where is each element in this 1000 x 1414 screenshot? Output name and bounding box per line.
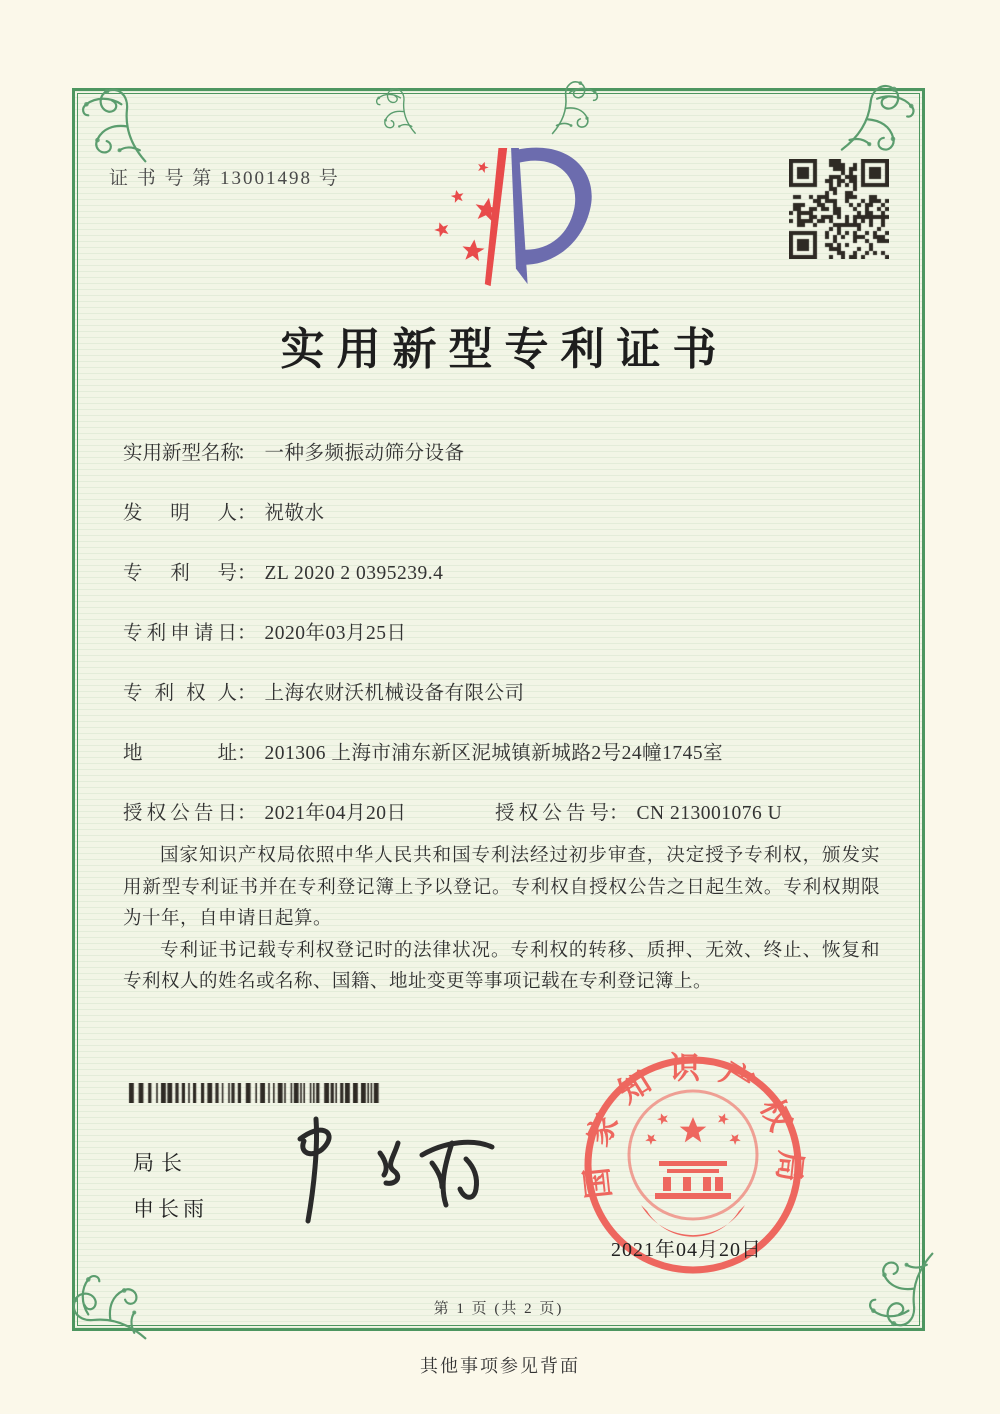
- certificate-title: 实用新型专利证书: [280, 325, 729, 374]
- field-label: 发明人: [123, 503, 237, 524]
- field-label: 专利权人: [123, 683, 237, 704]
- ornament-top-center-left-icon: [360, 78, 417, 135]
- back-note: 其他事项参见背面: [420, 1356, 580, 1376]
- field-label: 专利号: [123, 563, 237, 584]
- cnipa-logo-icon: [407, 139, 621, 297]
- page-number: 第 1 页 (共 2 页): [433, 1301, 564, 1317]
- field-value: 2021年04月20日: [264, 803, 407, 824]
- field-value: 上海农财沃机械设备有限公司: [264, 683, 525, 704]
- officer-name: 申长雨: [133, 1197, 208, 1221]
- officer-title: 局长: [133, 1151, 189, 1175]
- national-emblem-icon: [629, 1091, 757, 1237]
- field-label: 授权公告号: [495, 803, 609, 824]
- ornament-bottom-right-icon: [844, 1250, 936, 1342]
- field-colon: ：: [237, 803, 257, 824]
- field-colon: ：: [237, 683, 257, 704]
- qr-code: [789, 159, 889, 259]
- field-row-inventor: [123, 497, 878, 523]
- field-row-address: [123, 737, 878, 763]
- field-colon: ：: [609, 803, 629, 824]
- certificate-number: 证 书 号 第 13001498 号: [109, 168, 340, 189]
- field-value: 201306 上海市浦东新区泥城镇新城路2号24幢1745室: [264, 743, 724, 764]
- field-label: 专利申请日: [123, 623, 237, 644]
- field-colon: ：: [237, 743, 257, 764]
- seal-text: 国家知识产权局: [577, 1050, 809, 1201]
- ornament-top-center-right-icon: [550, 70, 616, 136]
- field-colon: ：: [237, 443, 257, 464]
- field-colon: ：: [237, 623, 257, 644]
- field-value: 2020年03月25日: [264, 623, 407, 644]
- field-colon: ：: [237, 563, 257, 584]
- ornament-top-left-icon: [57, 73, 149, 165]
- grant-number-cell: [495, 797, 782, 825]
- field-value: CN 213001076 U: [636, 803, 783, 824]
- field-colon: ：: [237, 503, 257, 524]
- certificate-frame: [72, 88, 925, 1331]
- signature-script: [270, 1113, 510, 1233]
- field-row-filing-date: [123, 617, 878, 643]
- field-value: 祝敬水: [264, 503, 325, 524]
- field-value: ZL 2020 2 0395239.4: [264, 563, 444, 584]
- field-row-patent-number: [123, 557, 878, 583]
- seal-date: 2021年04月20日: [611, 1239, 762, 1261]
- field-label: 实用新型名称: [123, 443, 241, 464]
- ornament-top-right-icon: [837, 62, 946, 171]
- certificate-fields: [123, 437, 878, 857]
- barcode: [127, 1083, 383, 1103]
- field-row-patentee: [123, 677, 878, 703]
- field-label: 地址: [123, 743, 237, 764]
- paragraph-register-statement: 专利证书记载专利权登记时的法律状况。专利权的转移、质押、无效、终止、恢复和专利权人的姓名或名称、国籍、地址变更等事项记载在专利登记簿上。: [123, 940, 880, 992]
- field-value: 一种多频振动筛分设备: [264, 443, 465, 464]
- ornament-bottom-left-icon: [57, 1250, 149, 1342]
- field-row-name: [123, 437, 878, 463]
- legal-text: [123, 841, 880, 999]
- paragraph-grant-statement: 国家知识产权局依照中华人民共和国专利法经过初步审查，决定授予专利权，颁发实用新型专利证书并在专利登记簿上予以登记。专利权自授权公告之日起生效。专利权期限为十年，自申请日起算。: [123, 846, 880, 929]
- field-row-grant: [123, 797, 878, 823]
- field-label: 授权公告日: [123, 803, 237, 824]
